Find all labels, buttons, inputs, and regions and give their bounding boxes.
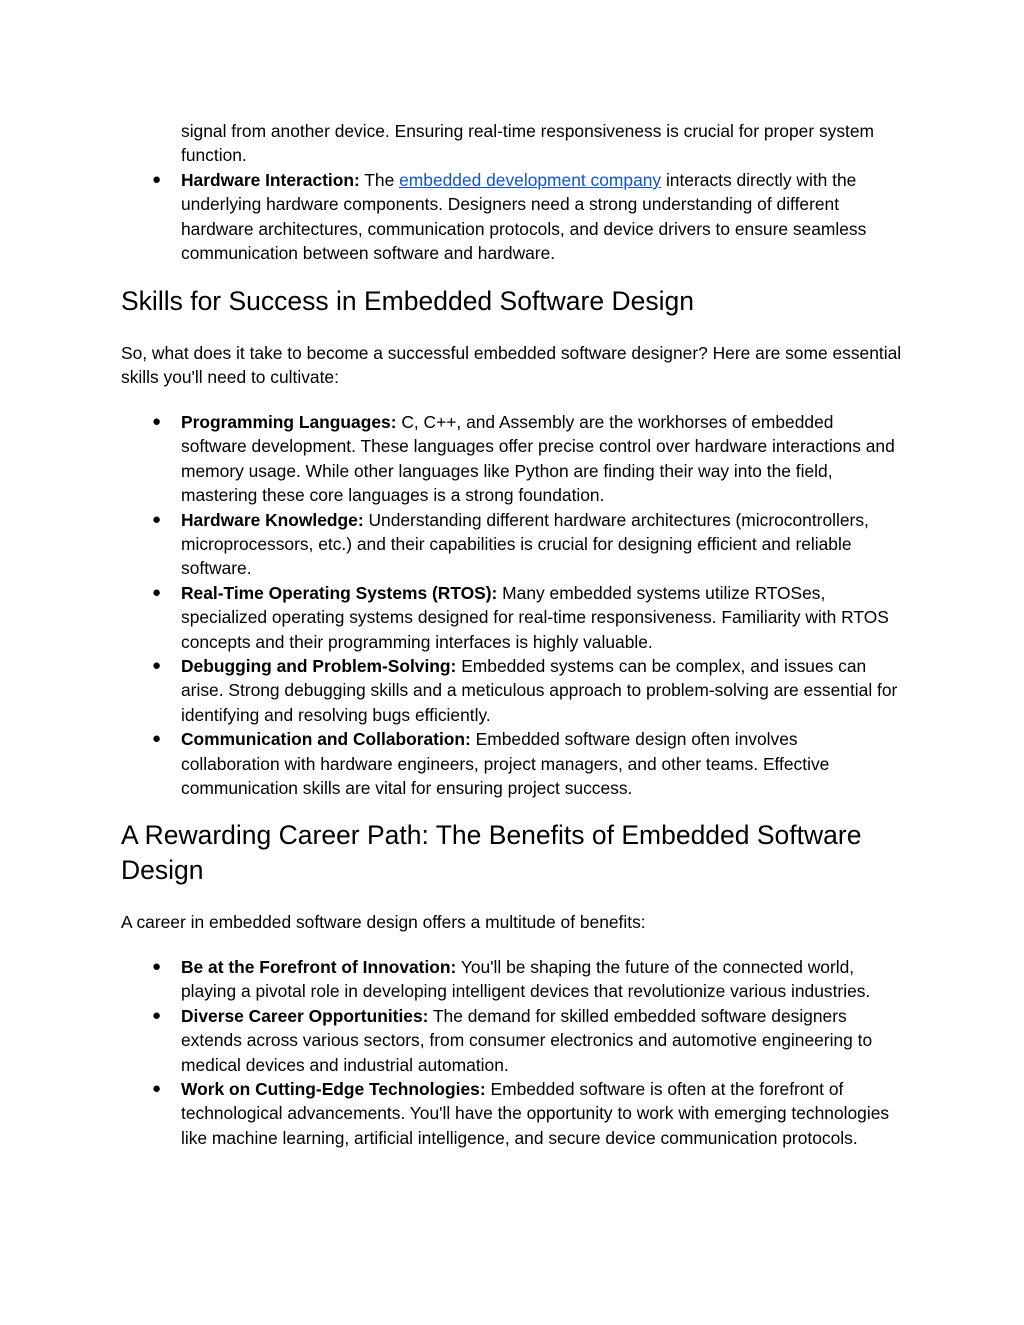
item-text: The [359,170,400,190]
list-item [0,1077,901,1150]
bullet-icon: ● [152,1006,162,1024]
item-text: Embedded systems can be complex, and issues can arise. Strong debugging skills and a meticulous approach to problem-solving are essential for identifying and resolving bugs efficiently. [181,656,898,725]
list-item [0,727,901,800]
top-bullet-list [0,168,1024,266]
bullet-icon: ● [152,958,162,975]
bullet-icon: ● [152,583,162,601]
item-term: Diverse Career Opportunities: [181,1005,429,1026]
bullet-icon: ● [152,510,162,528]
list-item [0,508,901,581]
section-heading-benefits: A Rewarding Career Path: The Benefits of Embedded Software Design [121,820,862,885]
list-item [0,168,901,266]
skills-bullet-list [0,410,1024,801]
item-text: interacts directly with the underlying hardware components. Designers need a strong understanding of different hardware architectures, communication protocols, and device drivers to ensure seamless communication between software and hardware. [181,170,867,264]
list-item [0,654,901,727]
item-text: C, C++, and Assembly are the workhorses of embedded software development. These languages offer precise control over hardware interactions and memory usage. While other languages like Python are finding their way into the field, mastering these core languages is a strong foundation. [181,412,895,506]
list-item [0,955,901,1004]
bullet-icon: ● [152,730,162,748]
item-text: Understanding different hardware architectures (microcontrollers, microprocessors, etc.) and their capabilities is crucial for designing efficient and reliable software. [181,509,869,579]
bullet-icon: ● [152,657,162,675]
item-text: You'll be shaping the future of the connected world, playing a pivotal role in developing intelligent devices that revolutionize various industries. [181,957,871,1002]
item-term: Hardware Interaction: [181,170,360,190]
bullet-icon: ● [152,413,162,430]
item-text: Many embedded systems utilize RTOSes, specialized operating systems designed for real-time responsiveness. Familiarity with RTOS concepts and their programming interfaces is highly valuable. [181,582,889,652]
bullet-icon: ● [152,1080,162,1098]
benefits-bullet-list [0,955,1024,1150]
item-term: Debugging and Problem-Solving: [181,656,457,677]
list-item [0,581,901,654]
embedded-development-company-link[interactable]: embedded development company [399,170,662,190]
list-item [0,1004,901,1077]
section-intro-benefits: A career in embedded software design offers a multitude of benefits: [121,912,646,932]
item-term: Hardware Knowledge: [181,509,364,530]
item-text: Embedded software design often involves collaboration with hardware engineers, project managers, and other teams. Effective communication skills are vital for ensuring project success. [181,729,830,799]
continuation-text: signal from another device. Ensuring real-time responsiveness is crucial for proper system function. [181,121,875,166]
bullet-icon: ● [152,171,162,188]
item-term: Communication and Collaboration: [181,729,471,750]
list-item [0,410,901,508]
item-term: Real-Time Operating Systems (RTOS): [181,582,498,603]
item-text: The demand for skilled embedded software designers extends across various sectors, from consumer electronics and automotive engineering to medical devices and industrial automation. [181,1005,873,1075]
item-text: Embedded software is often at the forefront of technological advancements. You'll have the opportunity to work with emerging technologies like machine learning, artificial intelligence, and secure device communication protocols. [181,1079,890,1148]
section-intro-skills: So, what does it take to become a successful embedded software designer? Here are some essential skills you'll need to cultivate: [121,343,902,388]
item-term: Programming Languages: [181,412,397,432]
section-heading-skills: Skills for Success in Embedded Software Design [121,286,694,316]
item-term: Work on Cutting-Edge Technologies: [181,1079,486,1100]
item-term: Be at the Forefront of Innovation: [181,957,457,977]
